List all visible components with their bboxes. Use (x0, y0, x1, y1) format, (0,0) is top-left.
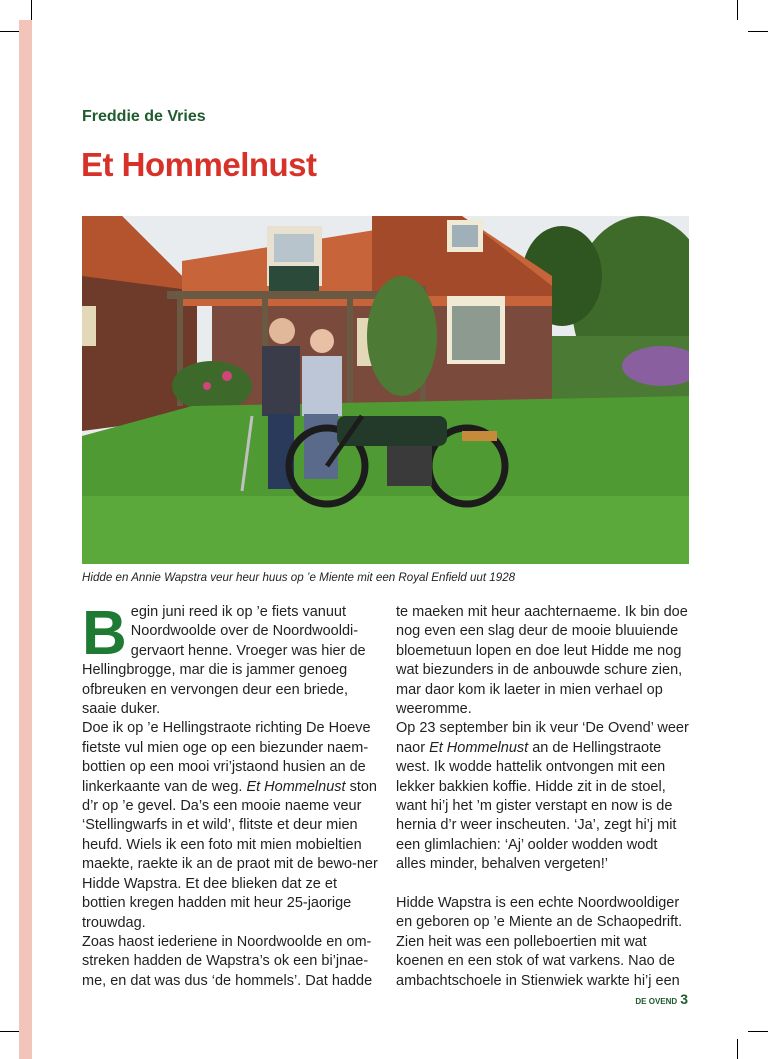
house-name: Et Hommelnust (246, 778, 346, 795)
crop-mark (0, 31, 20, 32)
crop-mark (737, 1039, 738, 1059)
crop-mark (737, 0, 738, 20)
page-footer (635, 991, 688, 1007)
photo-caption: Hidde en Annie Wapstra veur heur huus op ’e Miente mit een Royal Enfield uut 1928 (82, 571, 516, 584)
article-title: Et Hommelnust (81, 146, 317, 183)
crop-mark (748, 31, 768, 32)
article-author: Freddie de Vries (82, 108, 206, 125)
text-column-right (396, 603, 690, 991)
crop-mark (0, 1031, 20, 1032)
paragraph: egin juni reed ik op ’e fiets vanuut Noordwoolde over de Noordwooldi-gervaort henne. Vroeger was hier de Hellingbrogge, mar die is jammer genoeg ofbreuken en vervongen deur een briede, saaie duker. (82, 604, 366, 718)
paragraph: Doe ik op ’e Hellingstraote richting De Hoeve fietste vul mien oge op een biezunder naem-bottien op een mooi vri’jstaond husien an de linkerkaante van de weg. Et Hommelnust ston d’r op ’e gevel. Da’s een mooie naeme veur ‘Stellingwarfs in et wild’, flitste et deur mien heufd. Wiels ik een foto mit mien mobieltien maekte, raekte ik an de praot mit de bewo-ner Hidde Wapstra. Et dee blieken dat ze et bottien kregen hadden mit heur 25-jaorige trouwdag. (82, 720, 378, 931)
paragraph: Zoas haost iederiene in Noordwoolde en om-streken hadden de Wapstra’s ok een bi’jnae-me, en dat was dus ‘de hommels’. Dat hadde (82, 933, 373, 989)
paragraph: te maeken mit heur aachternaeme. Ik bin doe nog even een slag deur de mooie bluuiende bloemetuun lopen en doe leut Hidde me nog wat biezunders in de anbouwde schure zien, mar daor kom ik laeter in mien verhael op weeromme. (396, 604, 688, 718)
crop-mark (31, 0, 32, 20)
text-column-left (82, 599, 378, 991)
page-number: 3 (680, 991, 688, 1007)
house-name: Et Hommelnust (429, 739, 529, 756)
article-photo (82, 216, 689, 564)
crop-mark (748, 1031, 768, 1032)
paragraph: Hidde Wapstra is een echte Noordwooldiger en geboren op ’e Miente an de Schaopedrift. Zien heit was een polleboertien mit wat koenen en een stok of wat varkens. Nao de ambachtschoele in Stienwiek warkte hi’j een (396, 895, 683, 989)
paragraph: Op 23 september bin ik veur ‘De Ovend’ weer naor Et Hommelnust an de Hellingstraote west. Ik wodde hattelik ontvongen mit een lekker bakkien koffie. Hidde zit in de stoel, want hi’j het ’m gister verstapt en now is de hernia d’r weer inscheuten. ‘Ja’, zegt hi’j mit een glimlachien: ‘Aj’ oolder wodden wodt alles minder, behalven vergeten!’ (396, 720, 689, 873)
page-edge-bar (19, 20, 32, 1059)
drop-cap: B (82, 599, 127, 668)
magazine-name: DE OVEND (635, 997, 678, 1006)
